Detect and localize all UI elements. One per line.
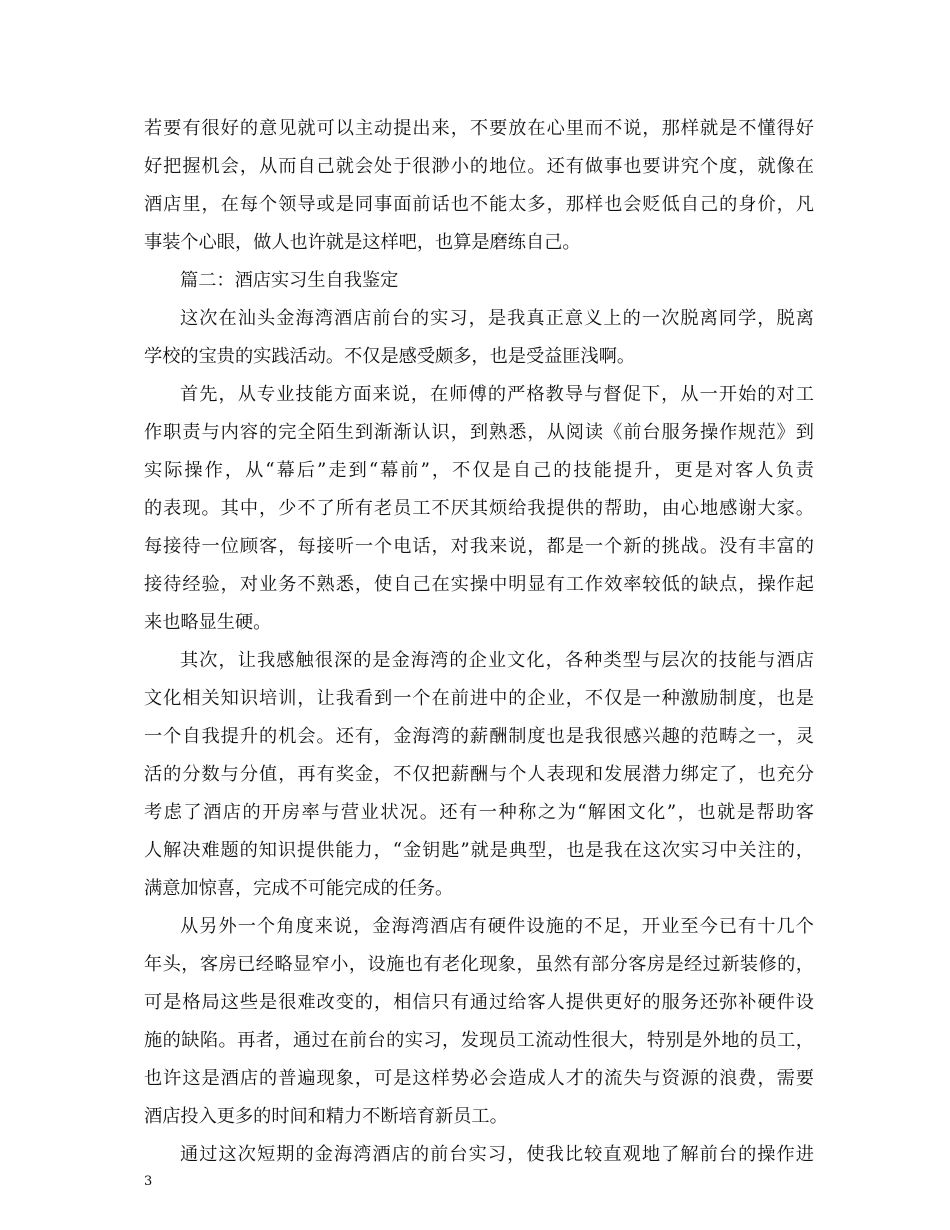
text-line: 酒店里，在每个领导或是同事面前话也不能太多，那样也会贬低自己的身价，凡 xyxy=(144,194,814,215)
text-line: 实际操作，从“幕后”走到“幕前”，不仅是自己的技能提升，更是对客人负责 xyxy=(144,460,814,481)
text-line: 事装个心眼，做人也许就是这样吧，也算是磨练自己。 xyxy=(144,232,581,253)
text-line: 从另外一个角度来说，金海湾酒店有硬件设施的不足，开业至今已有十几个 xyxy=(180,916,814,937)
page-number: 3 xyxy=(144,1174,153,1189)
text-line: 考虑了酒店的开房率与营业状况。还有一种称之为“解困文化”，也就是帮助客 xyxy=(144,802,814,823)
text-line: 的表现。其中，少不了所有老员工不厌其烦给我提供的帮助，由心地感谢大家。 xyxy=(144,498,814,519)
text-line: 满意加惊喜，完成不可能完成的任务。 xyxy=(144,878,454,899)
text-line: 其次，让我感触很深的是金海湾的企业文化，各种类型与层次的技能与酒店 xyxy=(180,650,814,671)
text-line: 好把握机会，从而自己就会处于很渺小的地位。还有做事也要讲究个度，就像在 xyxy=(144,156,814,177)
text-line: 酒店投入更多的时间和精力不断培育新员工。 xyxy=(144,1106,508,1127)
section-heading: 篇二：酒店实习生自我鉴定 xyxy=(180,270,399,291)
text-line: 也许这是酒店的普遍现象，可是这样势必会造成人才的流失与资源的浪费，需要 xyxy=(144,1068,814,1089)
text-line: 人解决难题的知识提供能力，“金钥匙”就是典型，也是我在这次实习中关注的， xyxy=(144,840,814,861)
text-line: 作职责与内容的完全陌生到渐渐认识，到熟悉，从阅读《前台服务操作规范》到 xyxy=(144,422,814,443)
text-line: 首先，从专业技能方面来说，在师傅的严格教导与督促下，从一开始的对工 xyxy=(180,384,814,405)
text-line: 活的分数与分值，再有奖金，不仅把薪酬与个人表现和发展潜力绑定了，也充分 xyxy=(144,764,814,785)
text-line: 来也略显生硬。 xyxy=(144,612,272,633)
text-line: 一个自我提升的机会。还有，金海湾的薪酬制度也是我很感兴趣的范畴之一，灵 xyxy=(144,726,814,747)
text-line: 每接待一位顾客，每接听一个电话，对我来说，都是一个新的挑战。没有丰富的 xyxy=(144,536,814,557)
text-line: 这次在汕头金海湾酒店前台的实习，是我真正意义上的一次脱离同学，脱离 xyxy=(180,308,814,329)
text-line: 接待经验，对业务不熟悉，使自己在实操中明显有工作效率较低的缺点，操作起 xyxy=(144,574,814,595)
text-line: 文化相关知识培训，让我看到一个在前进中的企业，不仅是一种激励制度，也是 xyxy=(144,688,814,709)
text-line: 学校的宝贵的实践活动。不仅是感受颇多，也是受益匪浅啊。 xyxy=(144,346,636,367)
text-line: 可是格局这些是很难改变的，相信只有通过给客人提供更好的服务还弥补硬件设 xyxy=(144,992,814,1013)
text-line: 施的缺陷。再者，通过在前台的实习，发现员工流动性很大，特别是外地的员工， xyxy=(144,1030,814,1051)
text-line: 通过这次短期的金海湾酒店的前台实习，使我比较直观地了解前台的操作进 xyxy=(180,1144,814,1165)
text-line: 若要有很好的意见就可以主动提出来，不要放在心里而不说，那样就是不懂得好 xyxy=(144,118,814,139)
text-line: 年头，客房已经略显窄小，设施也有老化现象，虽然有部分客房是经过新装修的， xyxy=(144,954,814,975)
